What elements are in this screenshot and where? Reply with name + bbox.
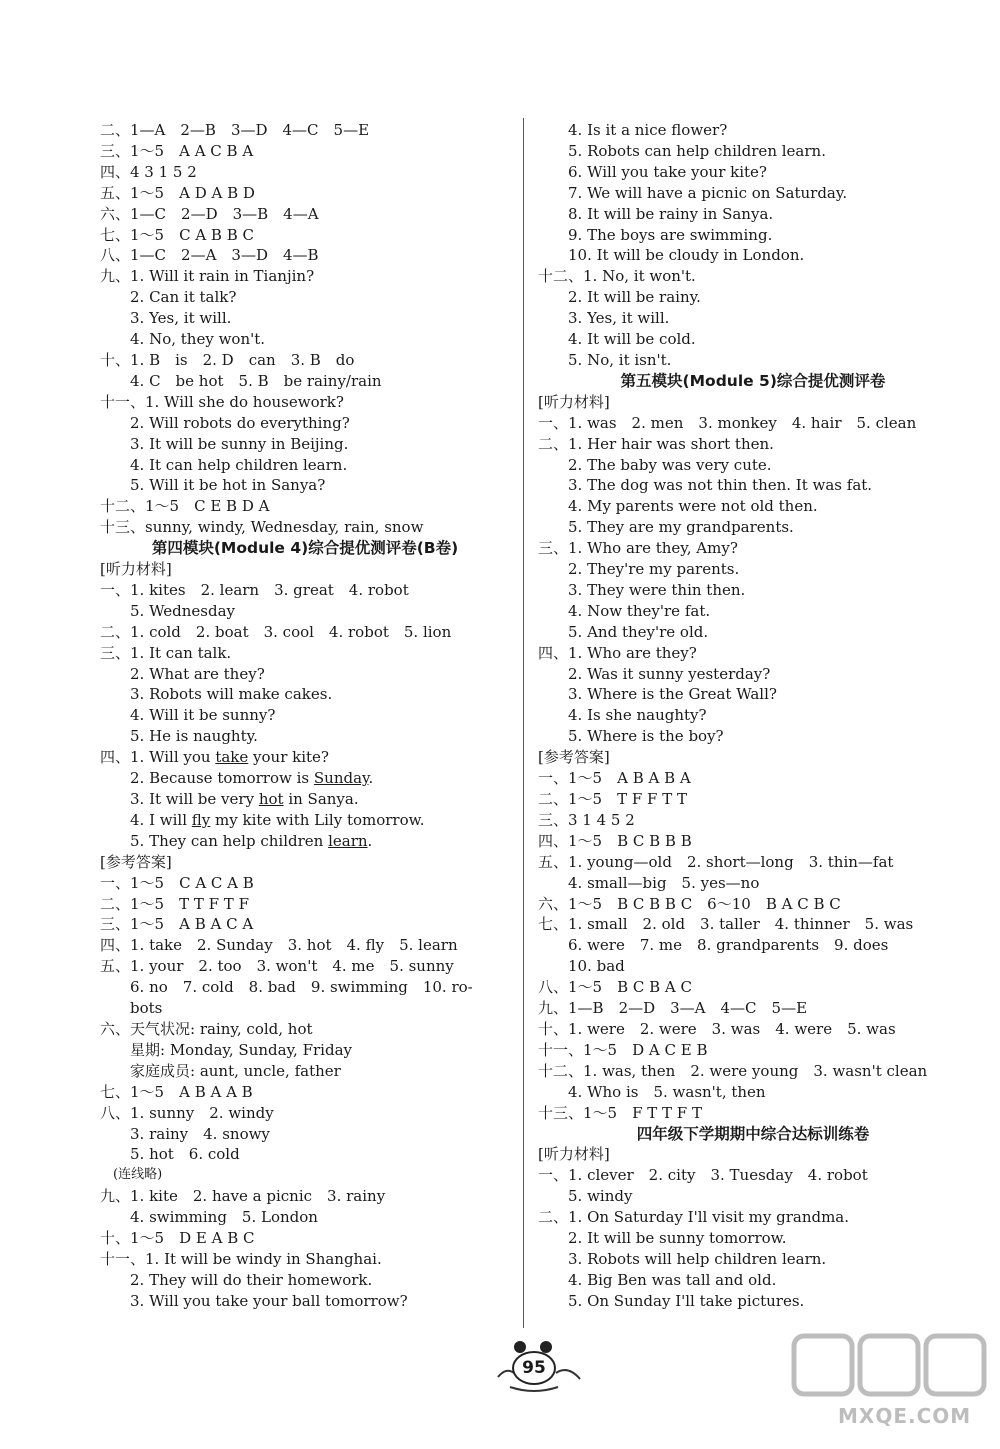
line-text: . [368, 769, 374, 788]
answer-line: 十一、1. It will be windy in Shanghai. [100, 1249, 382, 1268]
answer-line: 5. Will it be hot in Sanya? [100, 476, 326, 495]
line-text: 2. Because tomorrow is [100, 769, 314, 788]
answer-line: [参考答案] [100, 852, 172, 871]
page-number: 95 [512, 1351, 556, 1385]
underlined-word: fly [191, 810, 211, 829]
answer-line: 二、1～5 T F F T T [538, 790, 687, 808]
answer-line: 4. small—big 5. yes—no [538, 873, 760, 892]
answer-line: 2. Will robots do everything? [100, 413, 350, 432]
answer-line: 2. It will be sunny tomorrow. [538, 1229, 787, 1248]
answer-line: 3. It will be sunny in Beijing. [100, 434, 349, 453]
answer-line: 家庭成员: aunt, uncle, father [100, 1061, 341, 1080]
answer-line: 三、1. It can talk. [100, 643, 232, 662]
answer-line: 3. Robots will make cakes. [100, 685, 333, 704]
answer-line: 9. The boys are swimming. [538, 225, 773, 244]
answer-line: 2. It will be rainy. [538, 288, 701, 307]
answer-line: 二、1. cold 2. boat 3. cool 4. robot 5. lion [100, 622, 452, 641]
line-text: 5. They can help children [100, 831, 329, 850]
column-divider [523, 118, 524, 1328]
answer-line: 十、1～5 D E A B C [100, 1229, 255, 1248]
answer-line: 八、1—C 2—A 3—D 4—B [100, 246, 319, 265]
answer-line: 一、1. kites 2. learn 3. great 4. robot [100, 580, 409, 599]
answer-line: 4. Big Ben was tall and old. [538, 1270, 777, 1289]
watermark-text: MXQE.COM [838, 1404, 972, 1428]
answer-line: 五、1. young—old 2. short—long 3. thin—fat [538, 852, 894, 871]
answer-line: 4. Who is 5. wasn't, then [538, 1082, 766, 1101]
answer-line: 十一、1. Will she do housework? [100, 392, 344, 411]
section-heading: 四年级下学期期中综合达标训练卷 [636, 1124, 870, 1143]
answer-line: 五、1. your 2. too 3. won't 4. me 5. sunny [100, 957, 454, 976]
answer-line: 七、1. small 2. old 3. taller 4. thinner 5. was [538, 915, 914, 934]
answer-line: 4. swimming 5. London [100, 1208, 318, 1227]
answer-line: 十三、sunny, windy, Wednesday, rain, snow [100, 518, 424, 537]
answer-line: 十、1. were 2. were 3. was 4. were 5. was [538, 1019, 896, 1038]
answer-line: 6. Will you take your kite? [538, 162, 767, 181]
answer-line: 十二、1. was, then 2. were young 3. wasn't clean [538, 1061, 928, 1080]
line-text: . [367, 831, 373, 850]
answer-line: bots [100, 999, 163, 1018]
answer-line: 八、1. sunny 2. windy [100, 1103, 274, 1122]
line-text: 4. I will [100, 810, 192, 829]
answer-line: 四、1. take 2. Sunday 3. hot 4. fly 5. learn [100, 936, 458, 955]
answer-line: 2. They're my parents. [538, 560, 740, 579]
answer-line: 5. He is naughty. [100, 727, 258, 746]
answer-line: 星期: Monday, Sunday, Friday [100, 1040, 352, 1059]
watermark-seal-icon [790, 1330, 990, 1410]
answer-line: 5. On Sunday I'll take pictures. [538, 1291, 805, 1310]
answer-line: 4. My parents were not old then. [538, 497, 818, 516]
answer-line: 4. Now they're fat. [538, 601, 711, 620]
answer-line: 六、天气状况: rainy, cold, hot [100, 1019, 313, 1038]
answer-line: 5. They are my grandparents. [538, 518, 794, 537]
watermark-logo [790, 1330, 990, 1442]
answer-line: 六、1—C 2—D 3—B 4—A [100, 204, 319, 223]
answer-line: 一、1～5 C A C A B [100, 873, 254, 892]
answer-line: 四、1. Who are they? [538, 643, 697, 662]
answer-line: [听力材料] [100, 560, 172, 579]
answer-line: 八、1～5 B C B A C [538, 978, 692, 997]
answer-line: 3. Where is the Great Wall? [538, 685, 777, 704]
section-heading: 第五模块(Module 5)综合提优测评卷 [620, 371, 886, 390]
answer-line: 一、1～5 A B A B A [538, 769, 691, 788]
answer-line: 5. hot 6. cold [100, 1145, 240, 1164]
answer-line: 七、1～5 A B A A B [100, 1082, 253, 1101]
answer-line: 二、1—A 2—B 3—D 4—C 5—E [100, 121, 370, 139]
answer-line: (连线略) [100, 1167, 163, 1183]
answer-line: 4. Will it be sunny? [100, 706, 276, 725]
answer-line: 二、1. On Saturday I'll visit my grandma. [538, 1208, 850, 1227]
line-text: 3. It will be very [100, 790, 259, 808]
answer-line [100, 768, 510, 789]
underlined-word: hot [258, 790, 284, 808]
answer-line: 五、1～5 A D A B D [100, 183, 255, 202]
answer-line [100, 789, 510, 810]
answer-line: 10. bad [538, 957, 625, 976]
answer-line: 十一、1～5 D A C E B [538, 1040, 708, 1059]
answer-line: 2. What are they? [100, 664, 265, 683]
answer-line: 2. The baby was very cute. [538, 455, 772, 474]
answer-line: 4. Is it a nice flower? [538, 121, 728, 139]
answer-line: 十二、1. No, it won't. [538, 267, 696, 286]
answer-line [100, 831, 510, 852]
underlined-word: learn [328, 831, 368, 850]
answer-line: 一、1. was 2. men 3. monkey 4. hair 5. clean [538, 413, 917, 432]
line-text: in Sanya. [283, 790, 359, 808]
answer-line: 2. Was it sunny yesterday? [538, 664, 771, 683]
answer-line: 三、3 1 4 5 2 [538, 810, 635, 829]
answer-line: 4. No, they won't. [100, 330, 266, 349]
answer-line: 5. And they're old. [538, 622, 709, 641]
answer-line: 5. Where is the boy? [538, 727, 724, 746]
answer-line: 7. We will have a picnic on Saturday. [538, 183, 848, 202]
answer-line: 4. It will be cold. [538, 330, 696, 349]
page-number-badge [490, 1337, 590, 1393]
section-heading: 第四模块(Module 4)综合提优测评卷(B卷) [151, 539, 459, 558]
answer-line: 8. It will be rainy in Sanya. [538, 204, 774, 223]
line-text: your kite? [248, 748, 329, 767]
answer-line: 3. They were thin then. [538, 580, 746, 599]
answer-line: 3. Robots will help children learn. [538, 1249, 827, 1268]
answer-line [100, 747, 510, 768]
answer-line: 2. Can it talk? [100, 288, 237, 307]
answer-line: 七、1～5 C A B B C [100, 225, 254, 244]
answer-line: 6. no 7. cold 8. bad 9. swimming 10. ro- [100, 978, 473, 997]
answer-line: 4. It can help children learn. [100, 455, 348, 474]
answer-line: 四、4 3 1 5 2 [100, 162, 197, 181]
answer-line: [参考答案] [538, 748, 610, 767]
answer-line: 三、1. Who are they, Amy? [538, 539, 738, 558]
answer-line: 3. Will you take your ball tomorrow? [100, 1291, 408, 1310]
answer-line: 5. windy [538, 1187, 633, 1206]
answer-line: 4. C be hot 5. B be rainy/rain [100, 371, 382, 390]
answer-line: 3. rainy 4. snowy [100, 1124, 270, 1143]
answer-line: 5. No, it isn't. [538, 350, 672, 369]
answer-line: 3. Yes, it will. [100, 309, 232, 328]
answer-line: 6. were 7. me 8. grandparents 9. does [538, 936, 889, 955]
answer-line: 二、1～5 T T F T F [100, 894, 249, 913]
answer-line: 九、1. Will it rain in Tianjin? [100, 267, 315, 286]
underlined-word: take [215, 748, 249, 767]
line-text: 四、1. Will you [100, 748, 216, 767]
answer-line: 10. It will be cloudy in London. [538, 246, 805, 265]
answer-line: [听力材料] [538, 392, 610, 411]
answer-line: 三、1～5 A B A C A [100, 915, 254, 934]
answer-line: 4. Is she naughty? [538, 706, 707, 725]
answer-line: 十三、1～5 F T T F T [538, 1103, 702, 1122]
answer-line: 5. Wednesday [100, 601, 236, 620]
answer-line: 二、1. Her hair was short then. [538, 434, 774, 453]
answer-line: 四、1～5 B C B B B [538, 831, 692, 850]
right-column [538, 120, 968, 1312]
answer-line: 2. They will do their homework. [100, 1270, 373, 1289]
answer-line: 一、1. clever 2. city 3. Tuesday 4. robot [538, 1166, 868, 1185]
answer-line: 九、1. kite 2. have a picnic 3. rainy [100, 1187, 386, 1206]
underlined-word: Sunday [313, 769, 369, 788]
answer-line: 3. The dog was not thin then. It was fat. [538, 476, 873, 495]
answer-line [100, 810, 510, 831]
answer-line: 十、1. B is 2. D can 3. B do [100, 350, 355, 369]
left-column [100, 120, 510, 1312]
answer-line: 十二、1～5 C E B D A [100, 497, 270, 516]
answer-line: 5. Robots can help children learn. [538, 141, 826, 160]
answer-line: [听力材料] [538, 1145, 610, 1164]
answer-line: 六、1～5 B C B B C 6～10 B A C B C [538, 894, 841, 913]
line-text: my kite with Lily tomorrow. [210, 810, 425, 829]
answer-line: 九、1—B 2—D 3—A 4—C 5—E [538, 999, 808, 1018]
answer-line: 3. Yes, it will. [538, 309, 670, 328]
answer-line: 三、1～5 A A C B A [100, 141, 254, 160]
